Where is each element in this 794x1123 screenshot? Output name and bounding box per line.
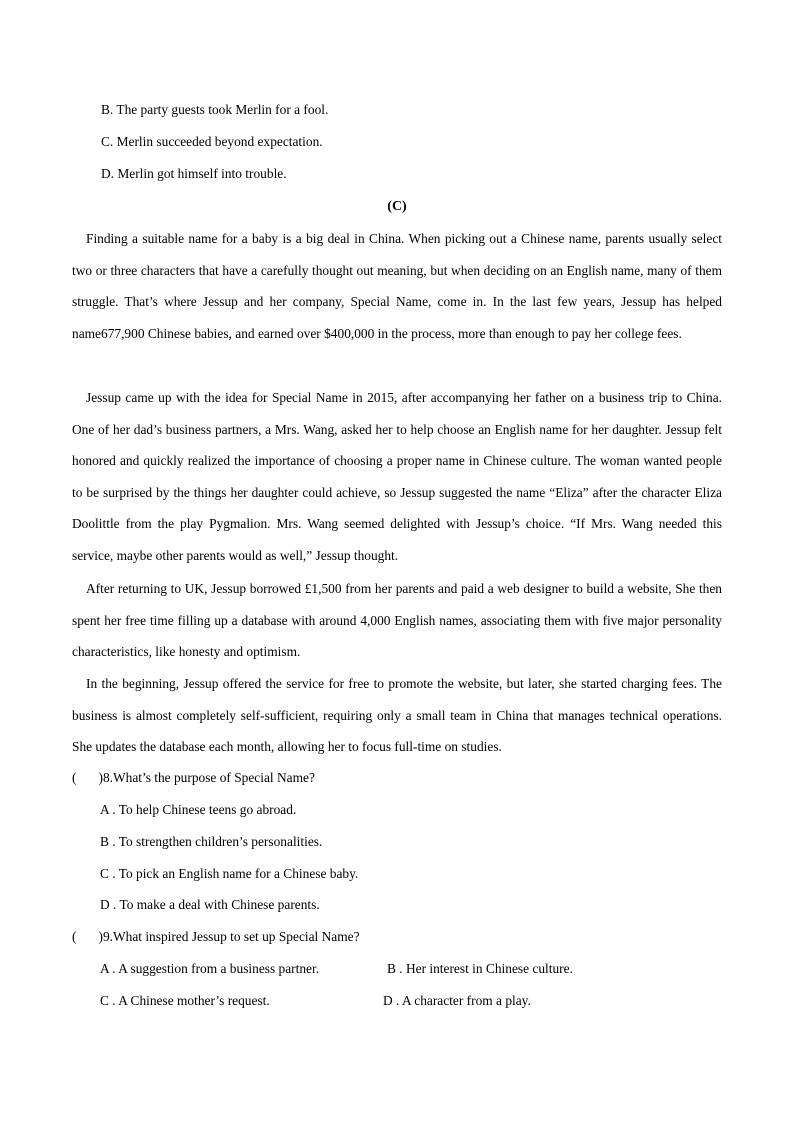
paragraph-3: After returning to UK, Jessup borrowed £1,500 from her parents and paid a web designer to build a website, She then spent her free time filling up a database with around 4,000 English names, associating them with five major personality characteristics, like honesty and optimism. [72,581,722,660]
question-text: 8.What’s the purpose of Special Name? [102,770,315,785]
answer-paren-open: ( [72,770,77,785]
question-8-option-b: B . To strengthen children’s personalities. [100,834,323,849]
question-8-option-c: C . To pick an English name for a Chinese baby. [100,866,359,881]
prev-option-d: D. Merlin got himself into trouble. [101,166,287,181]
answer-paren-close: ) [98,929,103,944]
question-8 [72,769,315,787]
answer-paren-close: ) [98,770,103,785]
question-text: 9.What inspired Jessup to set up Special Name? [102,929,360,944]
question-9 [72,928,360,946]
question-9-option-c: C . A Chinese mother’s request. [100,993,270,1008]
paragraph-1: Finding a suitable name for a baby is a big deal in China. When picking out a Chinese name, parents usually select two or three characters that have a carefully thought out meaning, but when deciding on an English name, many of them struggle. That’s where Jessup and her company, Special Name, come in. In the last few years, Jessup has helped name677,900 Chinese babies, and earned over $400,000 in the process, more than enough to pay her college fees. [72,231,722,341]
prev-option-c: C. Merlin succeeded beyond expectation. [101,134,323,149]
answer-paren-open: ( [72,929,77,944]
question-8-option-a: A . To help Chinese teens go abroad. [100,802,297,817]
question-8-option-d: D . To make a deal with Chinese parents. [100,897,320,912]
question-9-option-b: B . Her interest in Chinese culture. [387,961,573,976]
section-heading: (C) [387,199,407,214]
prev-option-b: B. The party guests took Merlin for a fool. [101,102,329,117]
paragraph-2: Jessup came up with the idea for Special Name in 2015, after accompanying her father on a business trip to China. One of her dad’s business partners, a Mrs. Wang, asked her to help choose an English name for her daughter. Jessup felt honored and quickly realized the importance of choosing a proper name in Chinese culture. The woman wanted people to be surprised by the things her daughter could achieve, so Jessup suggested the name “Eliza” after the character Eliza Doolittle from the play Pygmalion. Mrs. Wang seemed delighted with Jessup’s choice. “If Mrs. Wang needed this service, maybe other parents would as well,” Jessup thought. [72,390,722,563]
question-9-option-a: A . A suggestion from a business partner. [100,961,320,976]
question-9-option-d: D . A character from a play. [383,993,531,1008]
paragraph-4: In the beginning, Jessup offered the service for free to promote the website, but later, she started charging fees. The business is almost completely self-sufficient, requiring only a small team in China that manages technical operations. She updates the database each month, allowing her to focus full-time on studies. [72,676,722,755]
